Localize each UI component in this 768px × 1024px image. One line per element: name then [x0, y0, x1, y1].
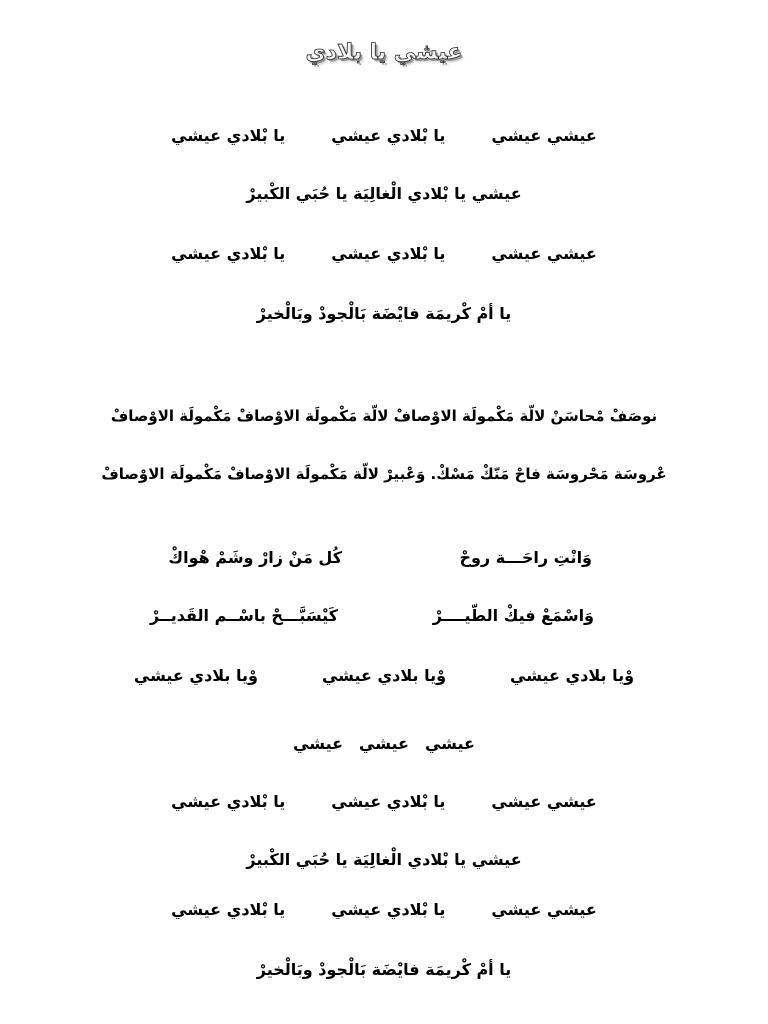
chorus-1-line-1	[0, 124, 768, 148]
lyric-segment: عيشي	[293, 734, 344, 753]
lyric-segment: عيشي عيشي	[491, 244, 597, 263]
verse-1-line-2: عْروسَة مَحْروسَة فاحْ مَنّكْ مَسْكْ. وَعْبيرْ لالّة مَكْمولَة الاوْصافْ مَكْمولَة الاوْصافْ	[101, 465, 667, 483]
chorus-2-line-3	[0, 898, 768, 922]
lyric-segment: وْيا بلادي عيشي	[510, 666, 635, 685]
verse-2-line-3	[0, 664, 768, 688]
verse-2-line-4	[0, 732, 768, 756]
lyric-segment: وْيا بلادي عيشي	[133, 666, 258, 685]
lyric-segment: يا بْلادي عيشي	[331, 244, 446, 263]
lyric-segment: وْيا بلادي عيشي	[321, 666, 447, 685]
lyric-segment: عيشي عيشي	[491, 126, 597, 145]
chorus-2-line-2: عيشي يا بْلادي الْغالِيَة يا حُبَي الكْبيرْ	[246, 850, 522, 869]
lyric-segment: يا بْلادي عيشي	[171, 244, 286, 263]
lyric-segment: يا بْلادي عيشي	[171, 126, 286, 145]
lyric-segment: عيشي عيشي	[491, 900, 597, 919]
lyric-segment: يا بْلادي عيشي	[171, 900, 286, 919]
verse-2-line-1-part-1: وَانْتِ راحَـــة روحْ	[459, 548, 592, 567]
chorus-1-line-3	[0, 242, 768, 266]
lyric-segment: يا بْلادي عيشي	[331, 900, 446, 919]
chorus-2-line-4: يا أمْ كْريمَة فايْضَة بَالْجودْ وبَالْخيرْ	[256, 960, 512, 979]
verse-2-line-1-part-2: كُل مَنْ زارْ وشَمْ هْواكْ	[168, 548, 342, 567]
song-title: عيشي يا بلادي	[305, 40, 463, 65]
verse-2-line-2-part-2: كَيْسَبَّـــحْ باسْــم القَديــرْ	[149, 606, 338, 625]
lyric-segment: يا بْلادي عيشي	[331, 792, 446, 811]
lyric-segment: يا بْلادي عيشي	[331, 126, 446, 145]
chorus-1-line-2: عيشي يا بْلادي الْغالِيَة يا حُبَي الكْبيرْ	[246, 184, 522, 203]
chorus-2-line-1	[0, 790, 768, 814]
verse-2-line-2-part-1: وَاسْمَعْ فيكْ الطّيــــرْ	[432, 606, 594, 625]
lyric-segment: عيشي عيشي	[491, 792, 597, 811]
lyric-segment: يا بْلادي عيشي	[171, 792, 286, 811]
lyric-segment: عيشي	[359, 734, 409, 753]
verse-1-line-1: نوصَفْ مْحاسَنْ لالّة مَكْمولَة الاوْصافْ لالّة مَكْمولَة الاوْصافْ مَكْمولَة الاوْصافْ	[110, 407, 658, 425]
chorus-1-line-4: يا أمْ كْريمَة فايْضَة بَالْجودْ وبَالْخيرْ	[256, 304, 512, 323]
lyric-segment: عيشي	[424, 734, 475, 753]
